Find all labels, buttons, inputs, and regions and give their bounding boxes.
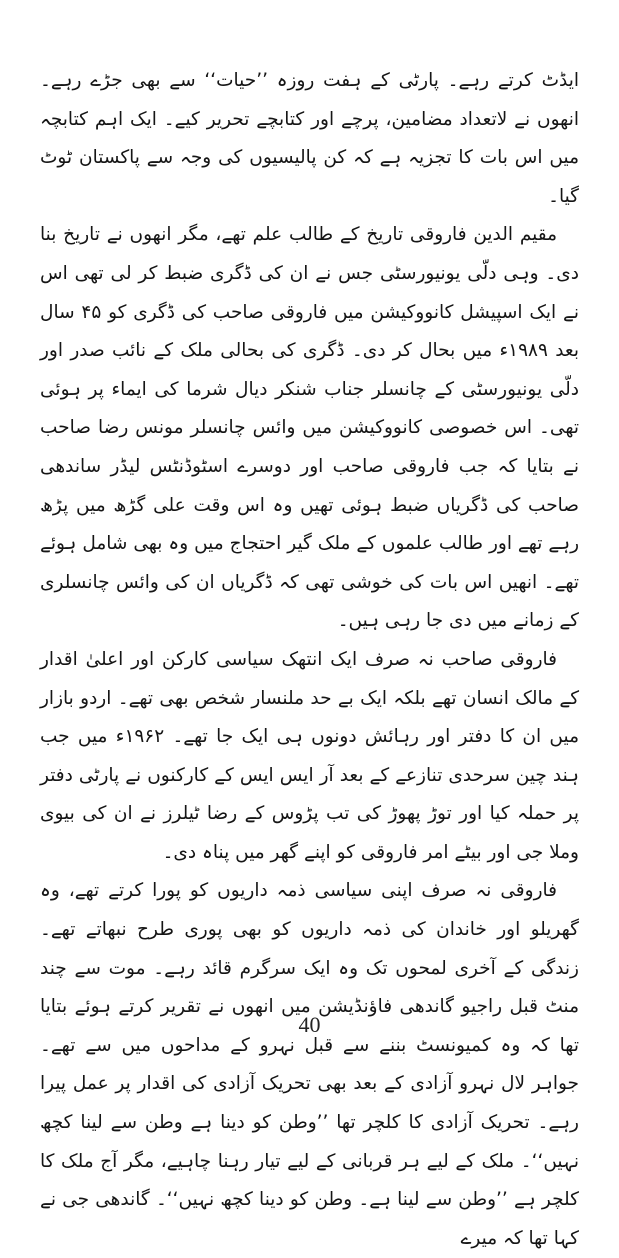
page-number: 40 [298, 1012, 321, 1037]
body-text [40, 62, 579, 1258]
paragraph-personality: فاروقی صاحب نہ صرف ایک انتھک سیاسی کارکن اور اعلیٰ اقدار کے مالک انسان تھے بلکہ ایک بے حد ملنسار شخص بھی تھے۔ اردو بازار میں ان کا دفتر اور رہائش دونوں ہی ایک جا تھے۔ ۱۹۶۲ء میں جب ہند چین سرحدی تنازعے کے بعد آر ایس ایس کے کارکنوں نے پارٹی دفتر پر حملہ کیا اور توڑ پھوڑ کی تب پڑوس کے رضا ٹیلرز نے ان کی بیوی وملا جی اور بیٹے امر فاروقی کو اپنے گھر میں پناہ دی۔ [40, 648, 579, 863]
paragraph-degree-restoration: مقیم الدین فاروقی تاریخ کے طالب علم تھے، مگر انھوں نے تاریخ بنا دی۔ وہی دلّی یونیورسٹی جس نے ان کی ڈگری ضبط کر لی تھی اس نے ایک اسپیشل کانووکیشن میں فاروقی صاحب کی ڈگری کو ۴۵ سال بعد ۱۹۸۹ء میں بحال کر دی۔ ڈگری کی بحالی ملک کے نائب صدر اور دلّی یونیورسٹی کے چانسلر جناب شنکر دیال شرما کی ایماء پر ہوئی تھی۔ اس خصوصی کانووکیشن میں وائس چانسلر مونس رضا صاحب نے بتایا کہ جب فاروقی صاحب اور دوسرے اسٹوڈنٹس لیڈر ساندھی صاحب کی ڈگریاں ضبط ہوئی تھیں وہ اس وقت علی گڑھ میں پڑھ رہے تھے اور طالب علموں کے ملک گیر احتجاج میں وہ بھی شامل ہوئے تھے۔ انھیں اس بات کی خوشی تھی کہ ڈگریاں ان کی وائس چانسلری کے زمانے میں دی جا رہی ہیں۔ [40, 224, 579, 632]
paragraph-responsibilities: فاروقی نہ صرف اپنی سیاسی ذمہ داریوں کو پورا کرتے تھے، وہ گھریلو اور خاندان کی ذمہ داریوں کو بھی پوری طرح نبھاتے تھے۔ زندگی کے آخری لمحوں تک وہ ایک سرگرم قائد رہے۔ موت سے چند منٹ قبل راجیو گاندھی فاؤنڈیشن میں انھوں نے تقریر کرتے ہوئے بتایا تھا کہ وہ کمیونسٹ بننے سے قبل نہرو کے مداحوں میں سے تھے۔ جواہر لال نہرو آزادی کے بعد بھی تحریک آزادی کی اقدار پر عمل پیرا رہے۔ تحریک آزادی کا کلچر تھا ’’وطن کو دینا ہے وطن سے لینا کچھ نہیں‘‘۔ ملک کے لیے ہر قربانی کے لیے تیار رہنا چاہیے، مگر آج ملک کا کلچر ہے ’’وطن سے لینا ہے۔ وطن کو دینا کچھ نہیں‘‘۔ گاندھی جی نے کہا تھا کہ میرے [40, 880, 579, 1249]
paragraph-continuation: ایڈٹ کرتے رہے۔ پارٹی کے ہفت روزہ ’’حیات‘‘ سے بھی جڑے رہے۔ انھوں نے لاتعداد مضامین، پرچے اور کتابچے تحریر کیے۔ ایک اہم کتابچہ میں اس بات کا تجزیہ ہے کہ کن پالیسیوں کی وجہ سے پاکستان ٹوٹ گیا۔ [40, 70, 579, 207]
